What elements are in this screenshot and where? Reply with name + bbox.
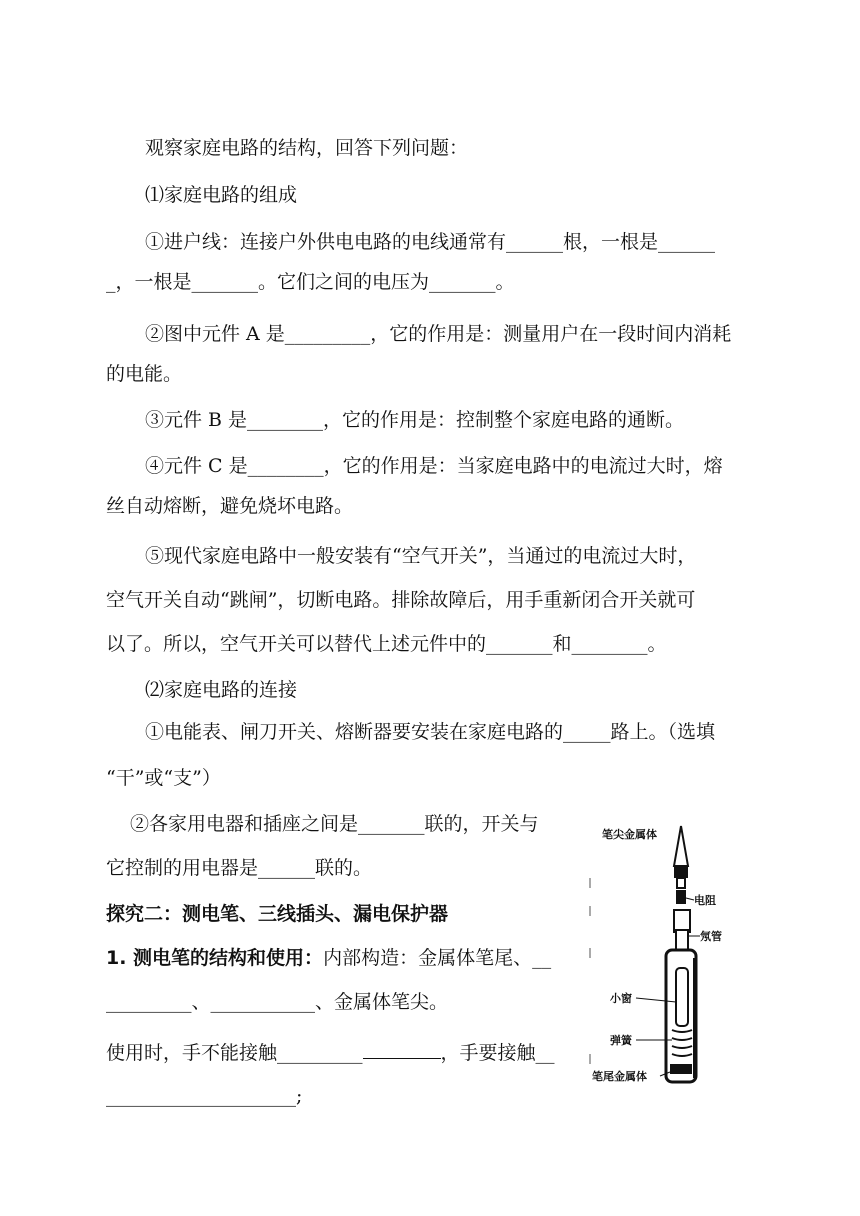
pen-structure-line-1 [106,946,551,970]
pen-usage-line-2: ____________________; [106,1085,303,1107]
connection-1-line-2: “干”或“支”） [106,767,221,789]
section-heading: 探究二：测电笔、三线插头、漏电保护器 [106,903,449,925]
pen-usage-line [106,1040,555,1065]
question-4-line-1: ④元件 C 是________，它的作用是：当家庭电路中的电流过大时，熔 [145,455,723,477]
pen-structure-line-2: _________、___________、金属体笔尖。 [106,991,449,1013]
pen-structure-text: 内部构造：金属体笔尾、__ [323,947,552,969]
tip-label: 笔尖金属体 [602,828,657,841]
connection-1-line-1: ①电能表、闸刀开关、熔断器要安装在家庭电路的_____路上。（选填 [145,721,716,743]
pen-tip-icon [674,826,688,888]
pen-usage-text: 使用时，手不能接触_________ [106,1042,363,1064]
test-pen-figure [588,818,728,1100]
connection-2-line-2: 它控制的用电器是______联的。 [106,857,373,879]
question-5-line-2: 空气开关自动“跳闸”，切断电路。排除故障后，用手重新闭合开关就可 [106,589,696,611]
question-4-line-2: 丝自动熔断，避免烧坏电路。 [106,495,354,517]
pen-structure-label: 1. 测电笔的结构和使用： [106,947,324,969]
question-2-line-2: 的电能。 [106,363,183,385]
tail-label: 笔尾金属体 [592,1070,647,1083]
question-1-line-2: _，一根是_______。它们之间的电压为_______。 [106,271,515,293]
question-3-line: ③元件 B 是________，它的作用是：控制整个家庭电路的通断。 [145,409,685,431]
section-1-title: ⑴家庭电路的组成 [145,184,298,206]
neon-label: 氖管 [700,930,722,943]
question-5-line-3: 以了。所以，空气开关可以替代上述元件中的_______和________。 [106,633,667,655]
question-5-line-1: ⑤现代家庭电路中一般安装有“空气开关”，当通过的电流过大时， [145,545,697,567]
question-2-line-1: ②图中元件 A 是_________，它的作用是：测量用户在一段时间内消耗 [145,323,732,345]
pen-usage-tail: ，手要接触__ [440,1042,555,1064]
resistor-icon [676,890,686,904]
spring-label: 弹簧 [610,1034,632,1047]
intro-line: 观察家庭电路的结构，回答下列问题： [145,137,469,159]
window-label: 小窗 [610,992,632,1005]
connection-2-line-1: ②各家用电器和插座之间是_______联的，开关与 [130,813,539,835]
section-2-title: ⑵家庭电路的连接 [145,679,298,701]
pen-usage-blank [363,1040,441,1059]
question-1-line-1: ①进户线：连接户外供电电路的电线通常有______根，一根是______ [145,231,716,253]
resistor-label: 电阻 [694,894,716,907]
